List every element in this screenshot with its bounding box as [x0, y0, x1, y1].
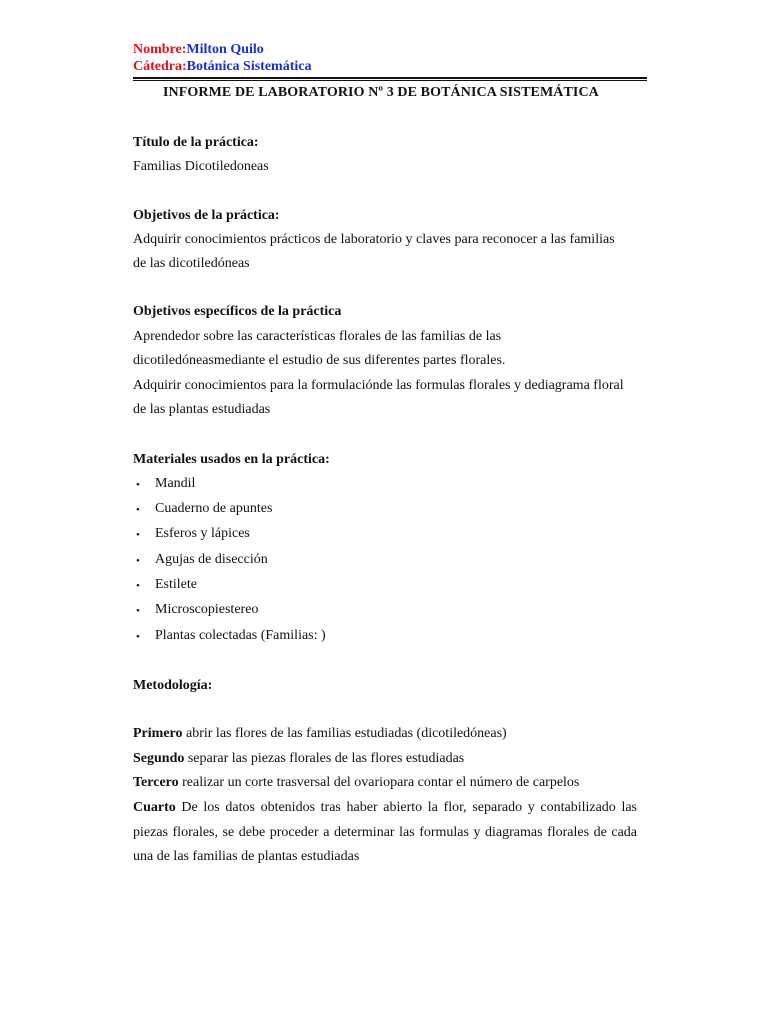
step-label: Cuarto [133, 800, 176, 815]
chair-label: Cátedra: [133, 59, 187, 74]
name-label: Nombre: [133, 42, 187, 57]
methodology-step [133, 775, 579, 791]
bullet-icon: • [136, 504, 140, 516]
material-item: Esferos y lápices [155, 526, 250, 541]
methodology-step [133, 726, 507, 742]
practice-title-heading: Título de la práctica: [133, 135, 259, 150]
step-text: separar las piezas florales de las flores estudiadas [184, 751, 465, 766]
step-text: abrir las flores de las familias estudiadas (dicotiledóneas) [182, 726, 507, 741]
bullet-icon: • [136, 605, 140, 617]
material-item: Estilete [155, 577, 197, 592]
specific-objectives-line: Aprendedor sobre las características florales de las familias de las [133, 329, 502, 344]
bullet-icon: • [136, 529, 140, 541]
material-item: Agujas de disección [155, 552, 268, 567]
specific-objectives-line: Adquirir conocimientos para la formulaciónde las formulas florales y dediagrama floral [133, 378, 624, 393]
materials-heading: Materiales usados en la práctica: [133, 452, 330, 467]
bullet-icon: • [136, 555, 140, 567]
name-value: Milton Quilo [186, 42, 264, 57]
step-text: De los datos obtenidos tras haber abierto la flor, separado y contabilizado las [175, 800, 637, 815]
step-text: realizar un corte trasversal del ovariopara contar el número de carpelos [178, 775, 580, 790]
step-label: Tercero [133, 775, 179, 790]
bullet-icon: • [136, 631, 140, 643]
objectives-heading: Objetivos de la práctica: [133, 208, 280, 223]
header-divider [133, 77, 647, 79]
chair-line [133, 59, 311, 75]
specific-objectives-heading: Objetivos específicos de la práctica [133, 304, 342, 319]
student-name-line [133, 42, 264, 58]
specific-objectives-line: dicotiledóneasmediante el estudio de sus diferentes partes florales. [133, 353, 506, 368]
header-divider-thin [133, 80, 647, 81]
methodology-step [133, 751, 464, 767]
material-item: Mandil [155, 476, 196, 491]
specific-objectives-line: de las plantas estudiadas [133, 402, 271, 417]
methodology-heading: Metodología: [133, 678, 213, 693]
objectives-line: Adquirir conocimientos prácticos de laboratorio y claves para reconocer a las familias [133, 232, 615, 247]
objectives-line: de las dicotiledóneas [133, 256, 250, 271]
material-item: Cuaderno de apuntes [155, 501, 273, 516]
methodology-continuation: una de las familias de plantas estudiadas [133, 849, 360, 864]
step-label: Primero [133, 726, 183, 741]
practice-title-text: Familias Dicotiledoneas [133, 159, 269, 174]
bullet-icon: • [136, 479, 140, 491]
report-title: INFORME DE LABORATORIO Nº 3 DE BOTÁNICA SISTEMÁTICA [163, 85, 599, 100]
material-item: Microscopiestereo [155, 602, 259, 617]
methodology-step [133, 800, 637, 816]
bullet-icon: • [136, 580, 140, 592]
chair-value: Botánica Sistemática [186, 59, 312, 74]
material-item: Plantas colectadas (Familias: ) [155, 628, 326, 643]
methodology-continuation: piezas florales, se debe proceder a determinar las formulas y diagramas florales de cada [133, 825, 637, 840]
step-label: Segundo [133, 751, 185, 766]
